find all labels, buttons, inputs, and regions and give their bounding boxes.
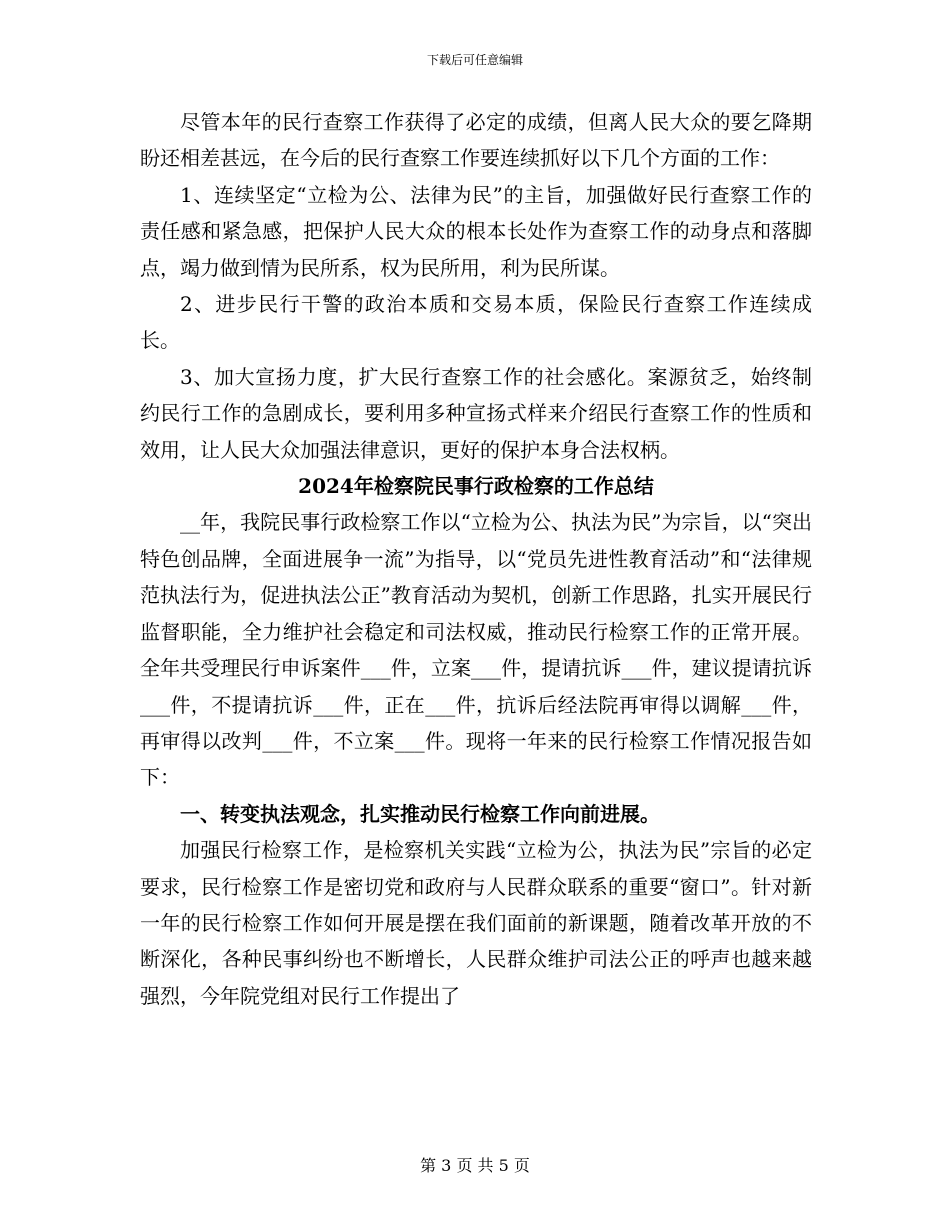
paragraph-item-2: 2、进步民行干警的政治本质和交易本质，保险民行查察工作连续成长。 [140,292,812,353]
paragraph-section-1: 加强民行检察工作，是检察机关实践“立检为公，执法为民”宗旨的必定要求，民行检察工作是密切党和政府与人民群众联系的重要“窗口”。针对新一年的民行检察工作如何开展是摆在我们面前的新课题，随着改革开放的不断深化，各种民事纠纷也不断增长，人民群众维护司法公正的呼声也越来越强烈，今年院党组对民行工作提出了 [140,838,812,1008]
document-body [140,104,812,1014]
document-title: 2024年检察院民事行政检察的工作总结 [298,474,654,499]
paragraph-item-1: 1、连续坚定“立检为公、法律为民”的主旨，加强做好民行查察工作的责任感和紧急感，把保护人民大众的根本长处作为查察工作的动身点和落脚点，竭力做到情为民所系，权为民所用，利为民所谋。 [140,182,812,280]
page-header: 下载后可任意编辑 [426,53,523,67]
paragraph-item-3: 3、加大宣扬力度，扩大民行查察工作的社会感化。案源贫乏，始终制约民行工作的急剧成长，要利用多种宣扬式样来介绍民行查察工作的性质和效用，让人民大众加强法律意识，更好的保护本身合法权柄。 [140,364,812,462]
paragraph-summary: __年，我院民事行政检察工作以“立检为公、执法为民”为宗旨，以“突出特色创品牌，全面进展争一流”为指导，以“党员先进性教育活动”和“法律规范执法行为，促进执法公正”教育活动为契机，创新工作思路，扎实开展民行监督职能，全力维护社会稳定和司法权威，推动民行检察工作的正常开展。全年共受理民行申诉案件___件，立案___件，提请抗诉___件，建议提请抗诉___件，不提请抗诉___件，正在___件，抗诉后经法院再审得以调解___件，再审得以改判___件，不立案___件。现将一年来的民行检察工作情况报告如下： [140,510,812,790]
page-number: 第 3 页 共 5 页 [420,1156,530,1175]
paragraph-intro: 尽管本年的民行查察工作获得了必定的成绩，但离人民大众的要乞降期盼还相差甚远，在今后的民行查察工作要连续抓好以下几个方面的工作： [140,110,812,171]
section-heading-1: 一、转变执法观念，扎实推动民行检察工作向前进展。 [180,801,660,826]
